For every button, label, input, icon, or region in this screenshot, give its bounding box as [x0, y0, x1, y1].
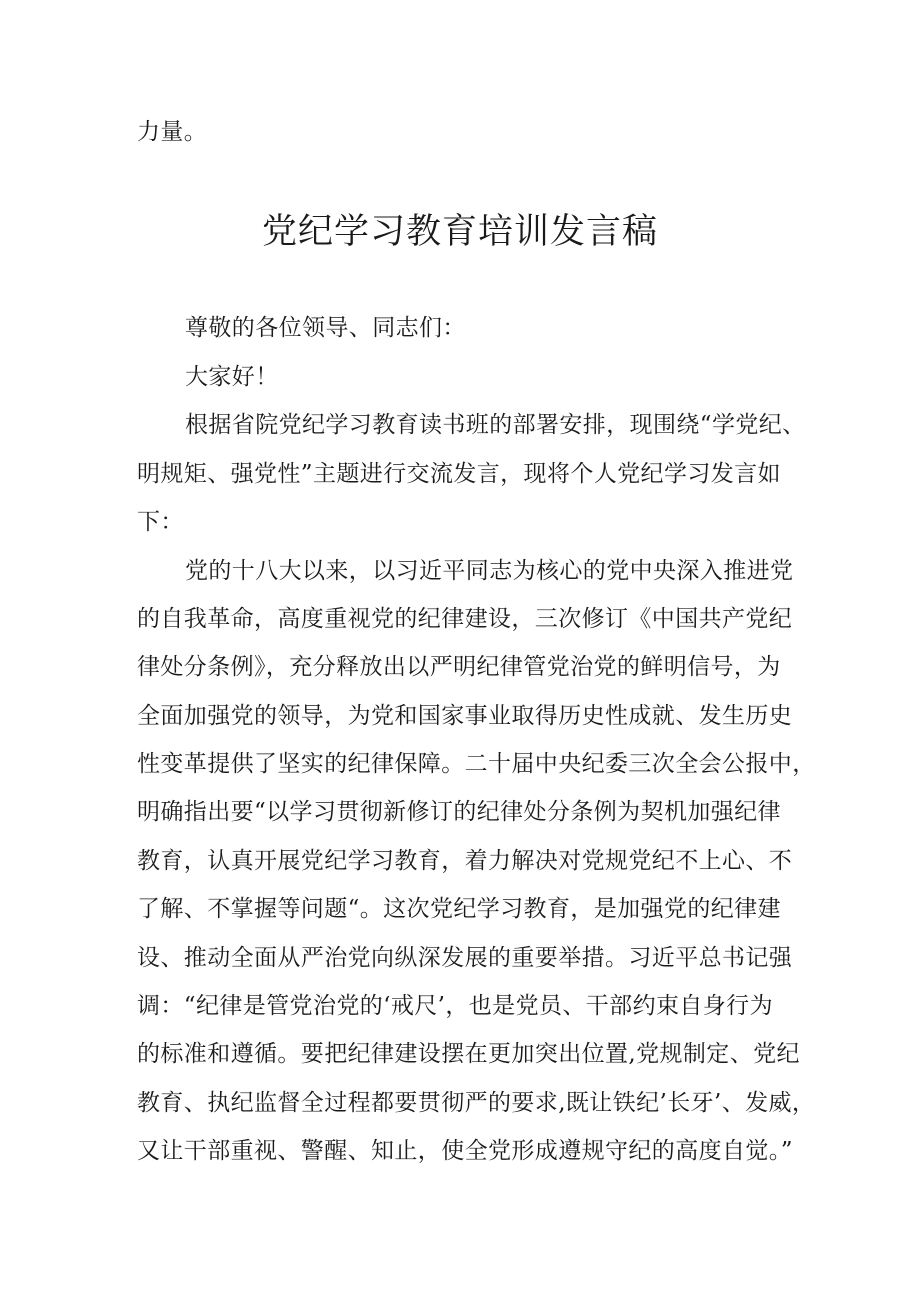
paragraph-line: 的标准和遵循。要把纪律建设摆在更加突出位置,党规制定、党纪 — [137, 1041, 800, 1067]
paragraph-line: 的自我革命，高度重视党的纪律建设，三次修订《中国共产党纪 — [137, 606, 793, 632]
paragraph-line: 全面加强党的领导，为党和国家事业取得历史性成就、发生历史 — [137, 703, 793, 729]
paragraph-line: 下： — [137, 509, 184, 535]
paragraph-line: 设、推动全面从严治党向纵深发展的重要举措。习近平总书记强 — [137, 945, 793, 971]
paragraph-line: 明规矩、强党性”主题进行交流发言，现将个人党纪学习发言如 — [137, 461, 781, 487]
paragraph-line: 根据省院党纪学习教育读书班的部署安排，现围绕“学党纪、 — [185, 412, 806, 438]
paragraph-line: 律处分条例》，充分释放出以严明纪律管党治党的鲜明信号，为 — [137, 654, 781, 680]
document-title: 党纪学习教育培训发言稿 — [261, 212, 658, 252]
salutation: 尊敬的各位领导、同志们： — [185, 315, 466, 341]
paragraph-line: 教育、执纪监督全过程都要贯彻严的要求,既让铁纪’长牙’、发威， — [137, 1090, 816, 1116]
carryover-text: 力量。 — [137, 119, 208, 145]
paragraph-line: 明确指出要“以学习贯彻新修订的纪律处分条例为契机加强纪律 — [137, 799, 781, 825]
greeting: 大家好！ — [185, 364, 279, 390]
paragraph-line: 又让干部重视、警醒、知止，使全党形成遵规守纪的高度自觉。” — [137, 1138, 793, 1164]
paragraph-line: 调：“纪律是管党治党的‘戒尺’，也是党员、干部约束自身行为 — [137, 993, 773, 1019]
paragraph-line: 党的十八大以来，以习近平同志为核心的党中央深入推进党 — [185, 558, 794, 584]
paragraph-line: 了解、不掌握等问题“。这次党纪学习教育，是加强党的纪律建 — [137, 896, 781, 922]
paragraph-line: 教育，认真开展党纪学习教育，着力解决对党规党纪不上心、不 — [137, 848, 793, 874]
paragraph-line: 性变革提供了坚实的纪律保障。二十届中央纪委三次全会公报中， — [137, 751, 816, 777]
